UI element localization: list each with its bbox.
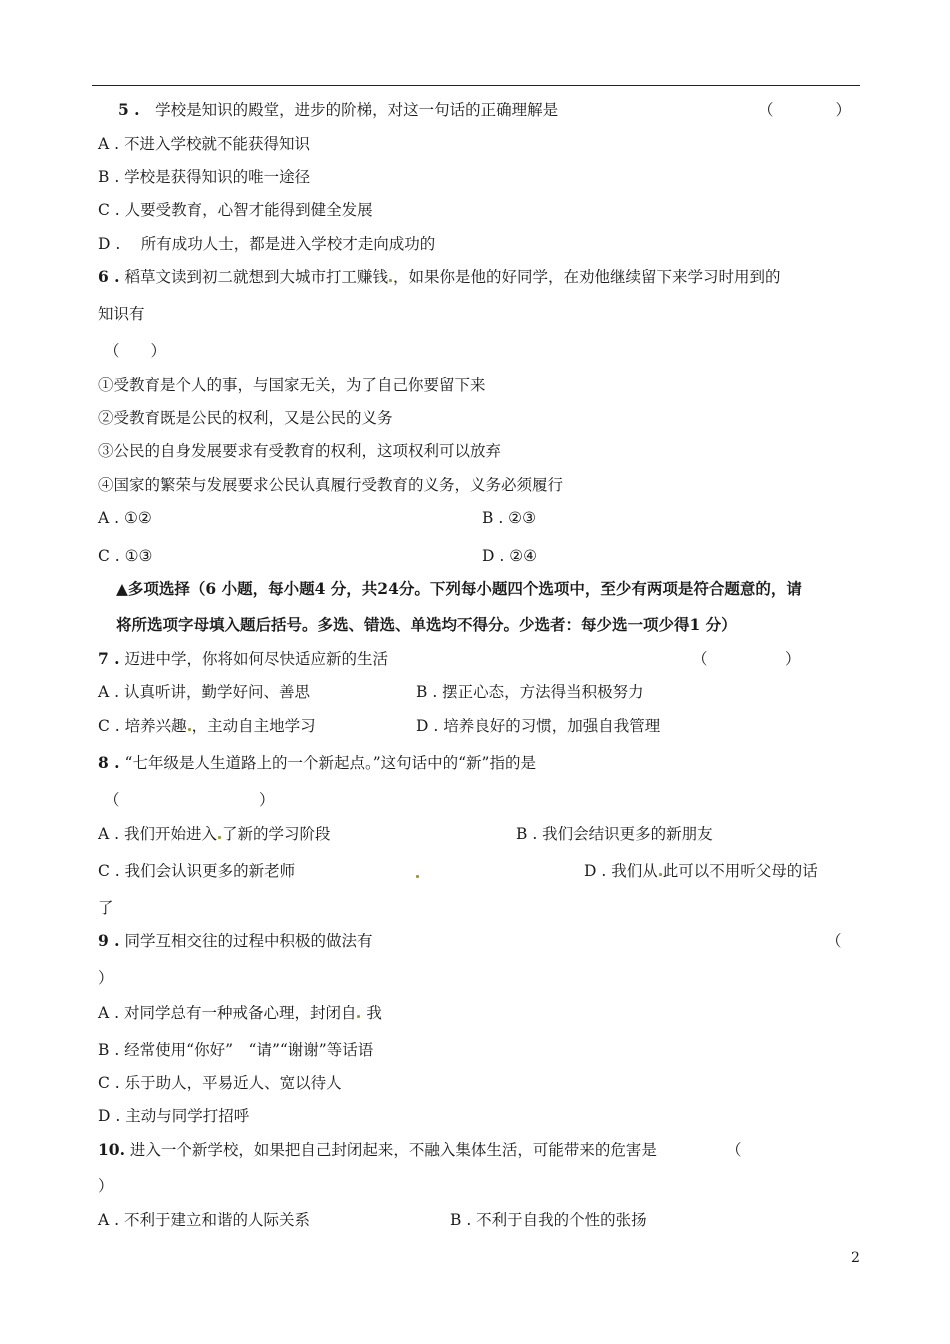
statement-1: ①受教育是个人的事，与国家无关，为了自己你要留下来 [98,376,486,394]
option-a: A . 认真听讲，勤学好问、善思 [98,683,310,701]
option-d: D . 主动与同学打招呼 [98,1107,250,1125]
option-a: A . 对同学总有一种戒备心理，封闭自 我 [98,1004,382,1022]
option-d: D . 我们从 此可以不用听父母的话 [584,862,818,880]
option-c: C . 培养兴趣 ，主动自主地学习 [98,717,316,735]
option-d-cont: 了 [98,899,114,917]
answer-paren-close: ） [98,969,114,987]
question-number: 7 . [98,649,120,668]
stray-mark [416,875,419,878]
question-6-stem-cont: 知识有 [98,305,145,323]
section-instructions-line-2: 将所选项字母填入题后括号。多选、错选、单选均不得分。少选者：每少选一项少得1 分） [116,615,737,634]
option-c: C . 人要受教育，心智才能得到健全发展 [98,201,373,219]
question-number: 8 . [98,753,120,772]
option-b: B . ②③ [482,509,536,527]
option-b: B . 经常使用“你好” “请”“谢谢”等话语 [98,1041,374,1059]
question-5-stem: 5 . 学校是知识的殿堂，进步的阶梯，对这一句话的正确理解是 [118,100,559,119]
option-a: A . ①② [98,509,152,527]
answer-paren-open: （ [826,932,842,950]
answer-paren: （ ） [104,342,167,360]
answer-paren-close: ） [98,1177,114,1195]
stray-mark [357,1015,360,1018]
option-b: B . 不利于自我的个性的张扬 [450,1211,647,1229]
option-b: B . 摆正心态，方法得当积极努力 [416,683,644,701]
stray-mark [389,279,392,282]
question-number: 6 . [98,267,120,286]
stray-mark [218,836,221,839]
option-d: D . 培养良好的习惯，加强自我管理 [416,717,661,735]
header-rule [92,85,860,86]
question-9-stem: 9 . 同学互相交往的过程中积极的做法有 [98,931,373,950]
option-d: D . ②④ [482,547,537,565]
option-b: B . 我们会结识更多的新朋友 [516,825,713,843]
option-a: A . 我们开始进入 了新的学习阶段 [98,825,331,843]
question-number: 9 . [98,931,120,950]
option-a: A . 不利于建立和谐的人际关系 [98,1211,310,1229]
question-6-stem: 6 . 稻草文读到初二就想到大城市打工赚钱 ，如果你是他的好同学，在劝他继续留下来学习时用到的 [98,267,781,286]
question-8-stem: 8 . “七年级是人生道路上的一个新起点。”这句话中的“新”指的是 [98,753,536,772]
statement-2: ②受教育既是公民的权利，又是公民的义务 [98,409,393,427]
question-number: 10. [98,1140,125,1159]
question-7-stem: 7 . 迈进中学，你将如何尽快适应新的生活 [98,649,389,668]
option-a: A . 不进入学校就不能获得知识 [98,135,310,153]
option-d: D . 所有成功人士，都是进入学校才走向成功的 [98,235,436,253]
option-c: C . 乐于助人，平易近人、宽以待人 [98,1074,342,1092]
question-number: 5 . [118,100,140,119]
page-number: 2 [851,1250,860,1266]
statement-4: ④国家的繁荣与发展要求公民认真履行受教育的义务，义务必须履行 [98,476,564,494]
stray-mark [188,728,191,731]
option-c: C . 我们会认识更多的新老师 [98,862,296,880]
answer-paren: （ ） [692,650,801,668]
stray-mark [659,873,662,876]
answer-paren: （ ） [758,101,852,119]
option-b: B . 学校是获得知识的唯一途径 [98,168,311,186]
option-c: C . ①③ [98,547,153,565]
section-instructions-line-1: ▲多项选择（6 小题，每小题4 分，共24分。下列每小题四个选项中，至少有两项是符合题意的，请 [116,579,802,598]
answer-paren-open: （ [726,1141,742,1159]
answer-paren: （ ） [104,791,275,809]
question-10-stem: 10. 进入一个新学校，如果把自己封闭起来，不融入集体生活，可能带来的危害是 [98,1140,657,1159]
statement-3: ③公民的自身发展要求有受教育的权利，这项权利可以放弃 [98,442,502,460]
